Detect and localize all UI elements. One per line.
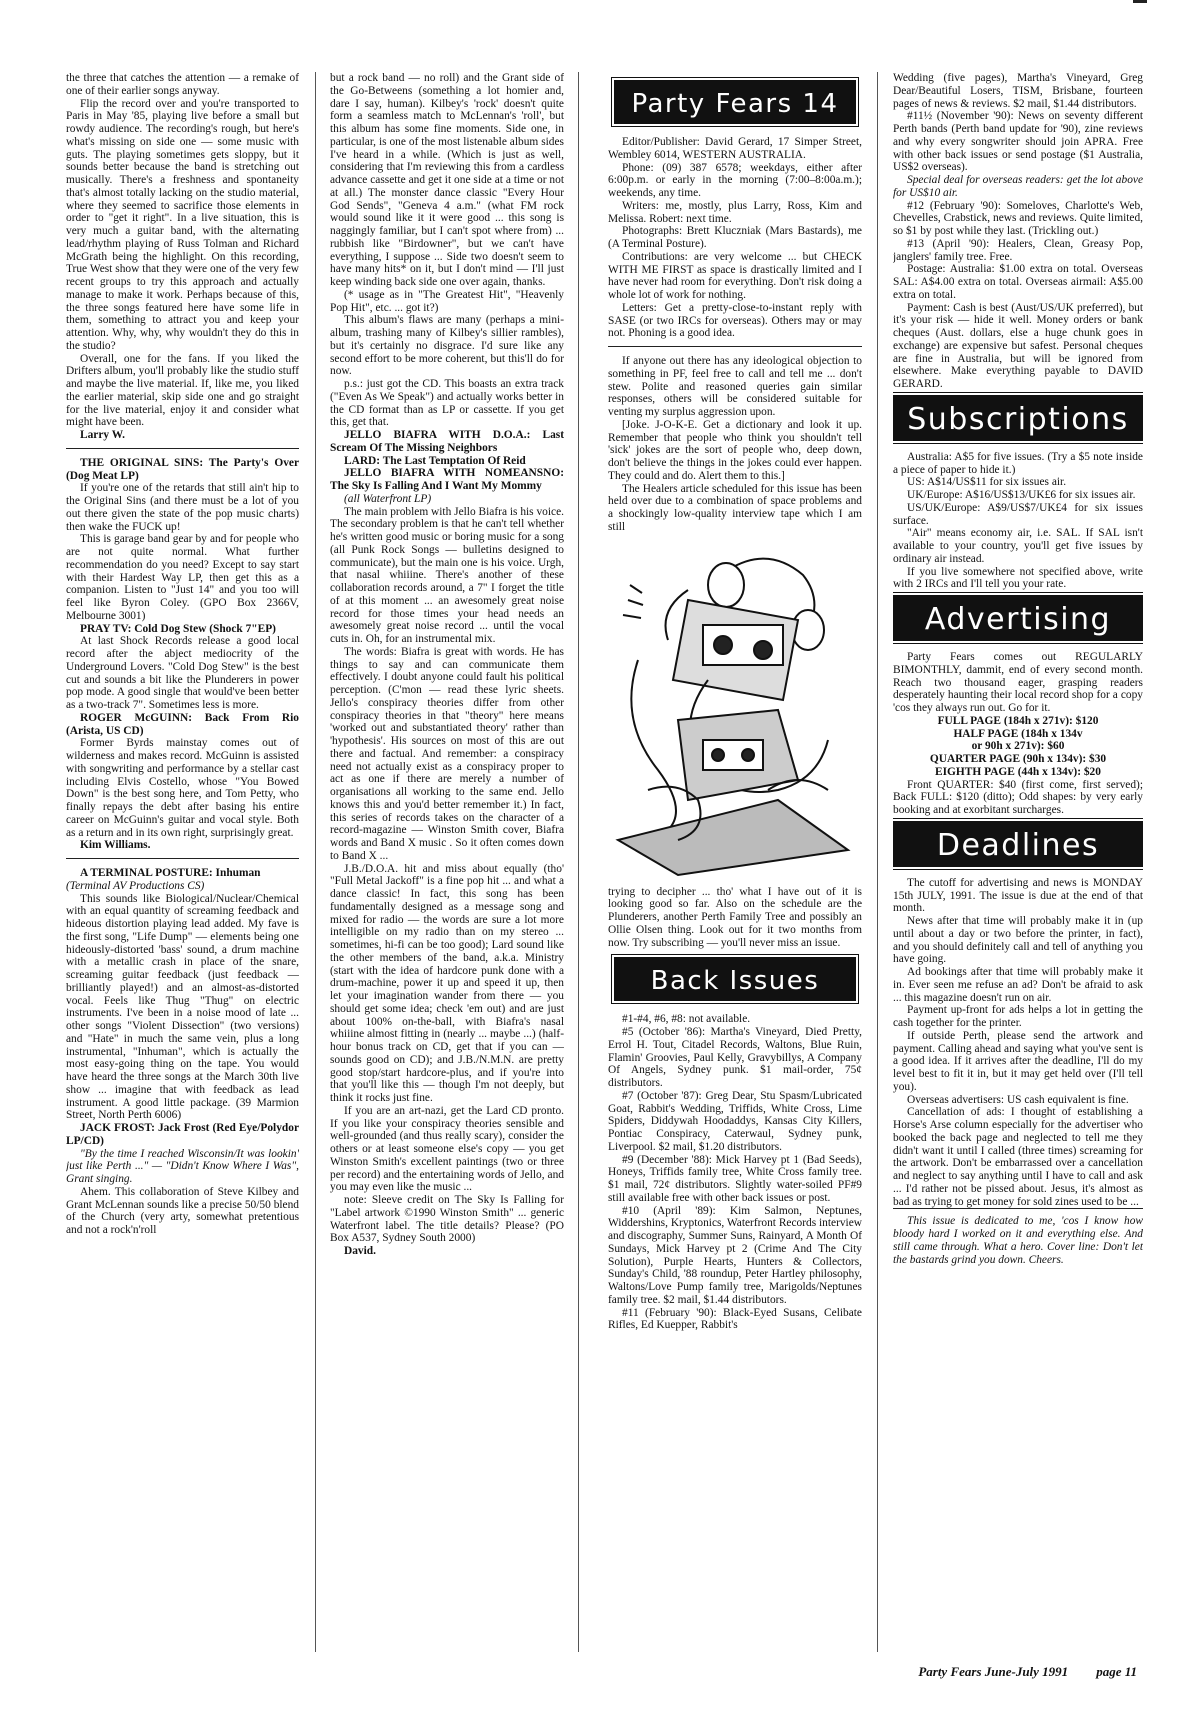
ad-rate: QUARTER PAGE (90h x 134v): $30 <box>929 753 1107 765</box>
subscriptions-banner: Subscriptions <box>893 395 1143 441</box>
review-heading: LARD: The Last Temptation Of Reid <box>344 454 526 467</box>
deadline-info: Payment up-front for ads helps a lot in getting the cash together for the printer. <box>893 1004 1143 1029</box>
column-3 <box>608 72 862 1656</box>
review-paragraph: If you're one of the retards that still ain't hip to the Original Sins (and there must be a lot of you out there given the state of the pop music charts) then wake the FUCK up! <box>66 482 299 533</box>
party-fears-banner: Party Fears 14 <box>614 80 856 124</box>
postage-info: Postage: Australia: $1.00 extra on total. Overseas SAL: A$4.00 extra on total. Overseas airmail: A$5.00 extra on total. <box>893 263 1143 301</box>
deadline-info: Ad bookings after that time will probably make it in. Ever seen me refuse an ad? Don't be afraid to ask ... this magazine doesn't run on air. <box>893 966 1143 1004</box>
review-paragraph: The words: Biafra is great with words. He has things to say and can communicate them effectively. I doubt anyone could fault his political perception. (C'mon — read these lyric sheets. Jello's conspiracy theories differ from other conspiracy theories in that "theory" here means 'worked out and substantiated theory' rather than 'hypothesis'. His sources on most of this are out there and factual. And remember: a conspiracy need not actually exist as a conspiracy proper to act as one if there are merely a number of organisations all working to the same end. Jello knows this and you'd better remember it.) In fact, this series of records takes on the character of a record-magazine — Winston Smith cover, Biafra words and Band X music . So it often comes down to Band X ... <box>330 645 564 862</box>
back-issue-entry: #7 (October '87): Greg Dear, Stu Spasm/Lubricated Goat, Rabbit's Wedding, Triffids, White Cross, Lime Spiders, Diddywah Hoodaddys, Kansas City Killers, Pontiac Conspiracy, Caterwaul, Sydney punk, Liverpool. $2 mail, $1.20 distributors. <box>608 1089 862 1153</box>
masthead-contributions: Contributions: are very welcome ... but CHECK WITH ME FIRST as space is drastically limited and I have never had room for everything. Don't risk doing a whole lot of work for nothing. <box>608 250 862 301</box>
back-issue-entry: #11½ (November '90): News on seventy different Perth bands (Perth band update for '90), zine reviews and why every songwriter should join APRA. Free with other back issues or send postage ($1 Australia, US$2 overseas). <box>893 110 1143 174</box>
advertising-banner: Advertising <box>893 595 1143 641</box>
page-footer <box>918 1664 1137 1680</box>
review-paragraph: J.B./D.O.A. hit and miss about equally (tho' "Full Metal Jackoff" is a fine pop hit ... and what a dance classic! In fact, this song has been fundamentally designed as a message song and mixed for radio — the words are sure a lot more intelligible on my radio than on my stereo ... sometimes, hi-fi can be too good); Lard sound like the other members of the band, a.k.a. Ministry (start with the idea of hardcore punk done with a drum-machine, power it up and speed it up, then let your imagination wander from there — you should get some idea; check 'em out) and are just about 100% on-the-ball, with Biafra's nasal whiiine almost fitting in (nearly ... maybe ...) (half-hour bonus track on CD, get that if you can — sounds good on CD); and J.B./N.M.N. are pretty good stop/start hardcore-plus, and if you're into that you'll like this — though I'm not deeply, but think it rocks just fine. <box>330 862 564 1104</box>
review-paragraph: Former Byrds mainstay comes out of wilderness and makes record. McGuinn is assisted with songwriting and performance by a stellar cast including Elvis Costello, whose "You Bowed Down" is the best song here, and Tom Petty, who finally repays the debt after basing his entire career on McGuinn's guitar and vocal style. Both as a return and in its own right, surprisingly great. <box>66 737 299 839</box>
subscription-rate: US: A$14/US$11 for six issues air. <box>907 476 1067 489</box>
review-heading: JELLO BIAFRA WITH NOMEANSNO: The Sky Is Falling And I Want My Mommy <box>330 467 564 492</box>
review-heading: THE ORIGINAL SINS: The Party's Over (Dog Meat LP) <box>66 456 299 482</box>
ad-rate: HALF PAGE (184h x 134v <box>953 727 1083 740</box>
review-heading: A TERMINAL POSTURE: Inhuman <box>80 867 261 879</box>
back-issues-banner: Back Issues <box>614 957 856 1001</box>
advertising-info: Front QUARTER: $40 (first come, first served); Back FULL: $120 (ditto); Odd shapes: by very early booking and at exorbitant surcharges. <box>893 778 1143 816</box>
review-paragraph: (* usage as in "The Greatest Hit", "Heavenly Pop Hit", etc. ... got it?) <box>330 288 564 314</box>
column-rule <box>315 72 316 1652</box>
column-4 <box>893 72 1143 1656</box>
page-corner-mark <box>1133 0 1147 3</box>
review-paragraph: the three that catches the attention — a remake of one of their earlier songs anyway. <box>66 72 299 97</box>
review-heading: ROGER McGUINN: Back From Rio (Arista, US CD) <box>66 711 299 737</box>
masthead-editor: Editor/Publisher: David Gerard, 17 Simper Street, Wembley 6014, WESTERN AUSTRALIA. <box>608 136 862 161</box>
editorial-paragraph: If anyone out there has any ideological objection to something in PF, feel free to call and tell me ... don't stew. Polite and reasoned queries gain similar responses, others will be considered suitable for venting my surplus aggression upon. <box>608 355 862 418</box>
review-paragraph: At last Shock Records release a good local record after the abject mediocrity of the Underground Lovers. "Cold Dog Stew" is the best cut and sounds a bit like the Plunderers in power pop mode. A good single that would've been better as a two-track 7". Sometimes less is more. <box>66 635 299 711</box>
payment-info: Payment: Cash is best (Aust/US/UK preferred), but it's your risk — hide it well. Money orders or bank cheques (Aust. dollars, else a huge chunk goes in exchange) are expensive but safest. Personal cheques are fine in Australia, but will be ignored from elsewhere. Make everything payable to DAVID GERARD. <box>893 301 1143 390</box>
masthead-letters: Letters: Get a pretty-close-to-instant reply with SASE (or two IRCs for overseas). Others may or may not. Phoning is a good idea. <box>608 301 862 340</box>
editorial-paragraph: trying to decipher ... tho' what I have out of it is looking good so far. Also on the schedule are the Plunderers, another Perth Family Tree and possibly an Ollie Olsen thing. Look out for it two months from now. Try subscribing — you'll never miss an issue. <box>608 885 862 949</box>
review-paragraph: The main problem with Jello Biafra is his voice. The secondary problem is that he can't tell whether he's written good music or boring music for a song (all Punk Rock Songs — bulletins designed to communicate), but the main one is his voice. Urgh, that nasal whiiine. There's another of these collaboration records around, a 7" I forget the title of at this moment ... an awesomely great noise record for those times your head needs an awesomely great noise record ... until the vocal cuts in. Oh, for an instrumental mix. <box>330 505 564 645</box>
review-label: (all Waterfront LP) <box>344 492 432 505</box>
column-1 <box>66 72 299 1656</box>
review-paragraph: This is garage band gear by and for people who are not quite normal. What further recommendation do you need? Except to say start with their Hardest Way LP, then get this as a companion. Listen to "Just 14" and you too will feel like Byron Coley. (GPO Box 2366V, Melbourne 3001) <box>66 533 299 622</box>
deadline-info: Overseas advertisers: US cash equivalent is fine. <box>907 1093 1129 1106</box>
robot-cassette-illustration <box>608 540 858 880</box>
back-issue-entry: Special deal for overseas readers: get the lot above for US$10 air. <box>893 174 1143 199</box>
ad-rate: FULL PAGE (184h x 271v): $120 <box>937 714 1099 727</box>
subscription-note: If you live somewhere not specified above, write with 2 IRCs and I'll tell you your rate. <box>893 565 1143 591</box>
masthead-phone: Phone: (09) 387 6578; weekdays, either after 6:00p.m. or early in the morning (7:00–8:00a.m.); weekends, any time. <box>608 161 862 199</box>
deadline-info: The cutoff for advertising and news is MONDAY 15th JULY, 1991. The issue is due at the end of that month. <box>893 876 1143 915</box>
back-issue-entry: #9 (December '88): Mick Harvey pt 1 (Bad Seeds), Honeys, Triffids family tree, White Cross family tree. $1 mail, 72¢ distributors. Slightly water-soiled PF#9 still available free with other back issues or post. <box>608 1153 862 1204</box>
deadline-info: News after that time will probably make it in (up until about a day or two before the printer, in fact), and you should definitely call and tell of anything you have going. <box>893 915 1143 966</box>
footer-issue: Party Fears June-July 1991 <box>918 1664 1069 1679</box>
advertising-info: Party Fears comes out REGULARLY BIMONTHLY, dammit, end of every second month. Reach two thousand eager, grasping readers desperately haunting their local record shop for a copy 'cos they always run out. Go for it. <box>893 651 1143 714</box>
section-rule <box>608 346 862 347</box>
back-issue-entry: #13 (April '90): Healers, Clean, Greasy Pop, janglers' family tree. Free. <box>893 237 1143 263</box>
review-heading: JACK FROST: Jack Frost (Red Eye/Polydor LP/CD) <box>66 1122 299 1147</box>
back-issue-entry: #10 (April '89): Kim Salmon, Neptunes, Widdershins, Kryptonics, Waterfront Records interview and discography, Summer Suns, Rainyard, A Month Of Sundays, Mick Harvey pt 2 (Crime And The City Solution), Purple Hearts, Hunters & Collectors, Sunday's Child, '88 roundup, Peter Hartley philosophy, Waltons/Love Pump family tree, Marigolds/Neptunes family tree. $2 mail, $1.44 distributors. <box>608 1204 862 1306</box>
deadline-info: Cancellation of ads: I thought of establishing a Horse's Arse column especially for the advertiser who booked the back page and neglected to tell me they didn't want it until I called (three times) screaming for the artwork. Don't be embarrassed over a cancellation and neglect to say anything until I have to call and ask ... I'd rather not be pissed about. Jesus, it's almost as bad as trying to get money for sold zines used to be ... <box>893 1106 1143 1208</box>
reviewer-signature: Larry W. <box>80 429 125 441</box>
section-rule <box>66 448 299 449</box>
review-paragraph: Overall, one for the fans. If you liked the Drifters album, you'll probably like the studio stuff and maybe the live material. If, like me, you liked the earlier material, skip side one and go straight for the live material, enjoy it and consider what might have been. <box>66 352 299 429</box>
ad-rate: or 90h x 271v): $60 <box>971 740 1065 753</box>
editorial-paragraph: [Joke. J-O-K-E. Get a dictionary and look it up. Remember that people who think you shouldn't tell 'sick' jokes are the sort of people who, deep down, don't believe the things in the jokes could ever happen. They could and do. Alert them to this.] <box>608 418 862 482</box>
reviewer-signature: David. <box>344 1245 376 1257</box>
back-issue-entry: #1-#4, #6, #8: not available. <box>622 1013 751 1026</box>
review-heading: PRAY TV: Cold Dog Stew (Shock 7"EP) <box>80 622 276 635</box>
review-paragraph: Ahem. This collaboration of Steve Kilbey and Grant McLennan sounds like a precise 50/50 blend of the Church (very arty, somewhat pretentious and not a rock'n'roll <box>66 1185 299 1236</box>
deadline-info: If outside Perth, please send the artwork and payment. Calling ahead and saying what you've sent is a good idea. If it arrives after the deadline, I'll do my level best to fit it in, but it may get held over (I'll tell you). <box>893 1029 1143 1093</box>
reviewer-signature: Kim Williams. <box>80 839 151 852</box>
deadlines-banner: Deadlines <box>893 821 1143 867</box>
review-paragraph: note: Sleeve credit on The Sky Is Falling for "Label artwork ©1990 Winston Smith" ... generic Waterfront label. The title details? Please? (PO Box A537, Sydney South 2000) <box>330 1194 564 1245</box>
back-issue-entry: #11 (February '90): Black-Eyed Susans, Celibate Rifles, Ed Kuepper, Rabbit's <box>608 1306 862 1332</box>
review-paragraph: If you are an art-nazi, get the Lard CD pronto. If you like your conspiracy theories sensible and well-grounded (and thus really scary), consider the others or at least someone else's copy — you get Winston Smith's excellent paintings (two or three per record) and the entertaining words of Jello, and you may even like the music ... <box>330 1104 564 1194</box>
section-rule <box>66 858 299 859</box>
back-issue-entry: Wedding (five pages), Martha's Vineyard, Greg Dear/Beautiful Losers, TISM, Brisbane, fourteen pages of news & reviews. $2 mail, $1.44 distributors. <box>893 72 1143 110</box>
column-rule <box>877 72 878 1652</box>
review-paragraph: but a rock band — no roll) and the Grant side of the Go-Betweens (something a lot homier and, dare I say, human). Kilbey's 'rock' doesn't quite form a seamless match to McLennan's 'roll', but this album has some fine moments. Side one, in particular, is one of the most listenable album sides I've heard in a while. (Which is just as well, considering that I'm reviewing this from a cardless advance cassette and get it one side at a time or not at all.) The monster dance classic "Every Hour God Sends", "Geneva 4 a.m." (what FM rock would sound like it it were good ... this song is naggingly familiar, but I can't spot where from) ... rubbish like "Birdowner", but we can't have everything, I suppose ... Side two doesn't seem to have many hits* on it, but I don't mind — I'll just keep winding back side one over again, thanks. <box>330 72 564 288</box>
review-paragraph: This sounds like Biological/Nuclear/Chemical with an equal quantity of screaming feedback and hideous distortion playing lead added. My fave is the first song, "Life Dump" — elements being one hideously-distorted 'bass' sound, a drum machine with a metallic crash in place of the snare, screaming guitar feedback (just feedback — brilliantly played!) and an almost-as-distorted vocal. Feels like Thug "Thug" on electric instruments. I've been in a noise mood of late ... other songs "Violent Dissection" (two versions) and "Hate" in much the same vein, plus a long instrumental, "Inhuman", which is actually the most easy-going thing on the tape. You would have heard the three songs at the March 30th live show ... imagine that with feedback as lead instrument. A good little package. (39 Marmion Street, North Perth 6006) <box>66 892 299 1122</box>
subscription-rate: UK/Europe: A$16/US$13/UK£6 for six issues air. <box>907 489 1136 501</box>
review-paragraph: Flip the record over and you're transported to Paris in May '85, playing live before a small but rowdy audience. The recording's rough, but here's what's missing on side one — some music with guts. The playing sometimes gets sloppy, but it sounds better because the band is stretching out musically. There's a freshness and spontaneity that's almost totally lacking on the studio material, where they seemed to sacrifice those elements in order to "get it right". In a live situation, this is very much a guitar band, with the alternating lead/rhythm playing of Russ Tolman and Richard McGrath being the highlight. On this recording, True West show that they were one of the very few recent groups to try this approach and actually manage to make it work. Perhaps because of this, the three songs featured here have some life in them, something to attract you and keep your attention. Why, why, why wouldn't they do this in the studio? <box>66 97 299 352</box>
footer-page-number: page 11 <box>1096 1664 1137 1679</box>
review-heading: JELLO BIAFRA WITH D.O.A.: Last Scream Of The Missing Neighbors <box>330 429 564 454</box>
back-issue-entry: #12 (February '90): Someloves, Charlotte's Web, Chevelles, Crabstick, news and reviews. Quite limited, so $1 by post while they last. (Trickling out.) <box>893 199 1143 237</box>
review-paragraph: p.s.: just got the CD. This boasts an extra track ("Even As We Speak") and actually works better in the CD format than as LP or cassette. If you get this, get that. <box>330 378 564 429</box>
editorial-paragraph: The Healers article scheduled for this issue has been held over due to a combination of space problems and a shockingly low-quality interview tape which I am still <box>608 482 862 533</box>
subscription-note: "Air" means economy air, i.e. SAL. If SAL isn't available to your country, you'll get five issues by ordinary air instead. <box>893 527 1143 565</box>
review-quote: "By the time I reached Wisconsin/It was lookin' just like Perth ..." — "Didn't Know Where I Was", Grant singing. <box>66 1147 299 1185</box>
dedication: This issue is dedicated to me, 'cos I know how bloody hard I worked on it and everything else. And still came through. What a hero. Cover line: Don't let the bastards grind you down. Cheers. <box>893 1208 1143 1266</box>
ad-rate: EIGHTH PAGE (44h x 134v): $20 <box>935 765 1101 778</box>
column-2 <box>330 72 564 1656</box>
review-paragraph: This album's flaws are many (perhaps a mini-album, trashing many of Kilbey's sillier rambles), but it's certainly no disgrace. I'd sure like any second effort to be more coherent, but this'll do for now. <box>330 314 564 378</box>
masthead-writers: Writers: me, mostly, plus Larry, Ross, Kim and Melissa. Robert: next time. <box>608 199 862 225</box>
subscription-rate: Australia: A$5 for five issues. (Try a $5 note inside a piece of paper to hide it.) <box>893 450 1143 476</box>
back-issue-entry: #5 (October '86): Martha's Vineyard, Died Pretty, Errol H. Tout, Citadel Records, Waltons, Blue Ruin, Flamin' Groovies, Paul Kelly, Gravybillys, A Company Of Angels, Sydney punk. $1 mail-order, 75¢ distributors. <box>608 1026 862 1089</box>
masthead-photographs: Photographs: Brett Kluczniak (Mars Bastards), me (A Terminal Posture). <box>608 225 862 250</box>
subscription-rate: US/UK/Europe: A$9/US$7/UK£4 for six issues surface. <box>893 501 1143 527</box>
review-label: (Terminal AV Productions CS) <box>66 879 205 892</box>
column-rule <box>578 72 579 1652</box>
